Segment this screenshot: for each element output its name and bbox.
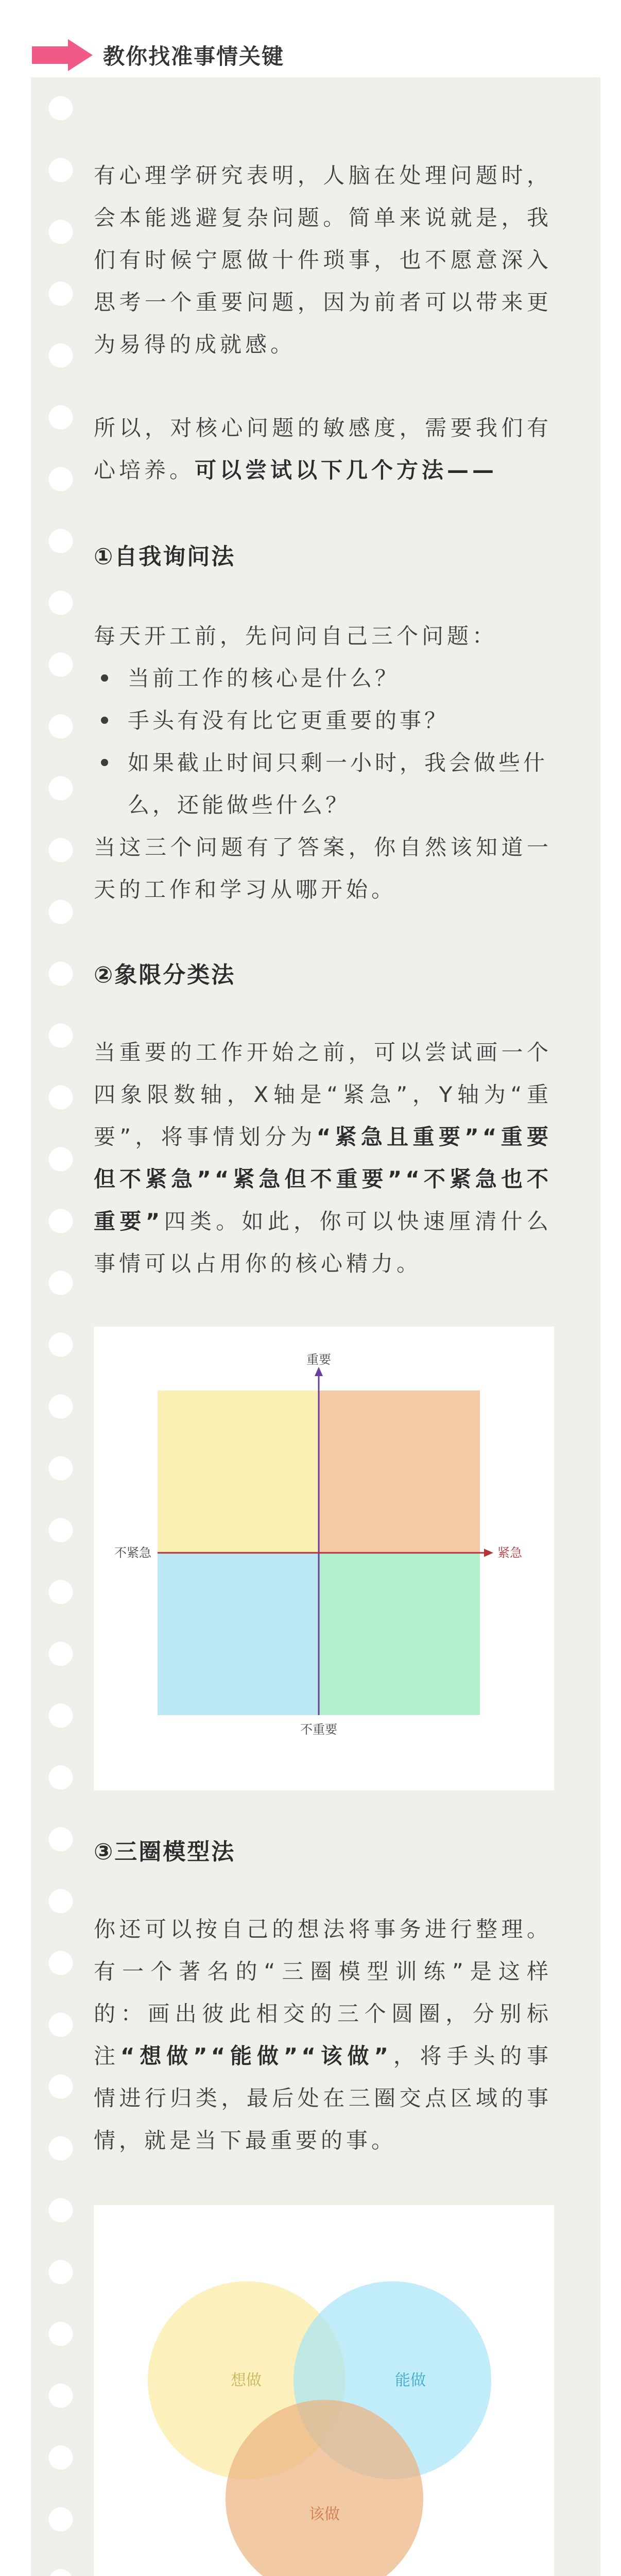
quadrant-diagram — [94, 1327, 554, 1790]
method3-title: ③三圈模型法 — [94, 1839, 236, 1865]
method2-bold-1: “紧急且重要” — [316, 1124, 482, 1149]
method2-title: ②象限分类法 — [94, 962, 236, 988]
intro-text-plain: 所以，对核心问题的敏感度，需要我们有心培养。 — [94, 415, 552, 483]
list-item: 手头有没有比它更重要的事？ — [94, 700, 552, 742]
method3-text-2: ，将手头的事情进行归类，最后处在三圈交点区域的事情，就是当下最重要的事。 — [94, 2043, 552, 2153]
method3-text-1: 你还可以按自己的想法将事务进行整理。有一个著名的“三圈模型训练”是这样的：画出彼此相交的三个圆圈，分别标注 — [94, 1917, 552, 2069]
method3-bold-1: “想做” — [120, 2043, 211, 2069]
label-not-important: 不重要 — [300, 1722, 337, 1737]
quadrant-urgent-important — [319, 1391, 480, 1553]
arrow-right-icon — [32, 39, 93, 71]
method1-title: ①自我询问法 — [94, 544, 236, 570]
label-not-urgent: 不紧急 — [114, 1546, 151, 1560]
method2-body — [94, 1031, 552, 1285]
quadrant-not-urgent-not-important — [158, 1553, 319, 1715]
method1-lead: 每天开工前，先问问自己三个问题： — [94, 623, 498, 649]
method3-bold-3: “该做” — [301, 2043, 392, 2069]
method2-bold-4: “不紧急也不重要” — [94, 1166, 552, 1234]
header-title: 教你找准事情关键 — [103, 44, 285, 69]
quadrant-important-not-urgent — [158, 1391, 319, 1553]
method2-text-1: 当重要的工作开始之前，可以尝试画一个四象限数轴，X轴是“紧急”，Y轴为“重要”，将事情划分为 — [94, 1040, 552, 1149]
y-axis-arrow — [315, 1367, 323, 1376]
method1-body — [94, 615, 552, 911]
intro-paragraph-1 — [94, 155, 552, 366]
label-want: 想做 — [231, 2371, 262, 2389]
venn-figure — [94, 2205, 554, 2576]
label-can: 能做 — [395, 2371, 426, 2389]
x-axis-arrow — [484, 1549, 493, 1557]
method1-conclusion: 当这三个问题有了答案，你自然该知道一天的工作和学习从哪开始。 — [94, 835, 552, 902]
section-header — [32, 37, 284, 73]
quadrant-urgent-not-important — [319, 1553, 480, 1715]
method2-text-2: 四类。如此，你可以快速厘清什么事情可以占用你的核心精力。 — [94, 1209, 552, 1276]
method3-heading — [94, 1833, 552, 1866]
intro-text: 有心理学研究表明，人脑在处理问题时，会本能逃避复杂问题。简单来说就是，我们有时候宁愿做十件琐事，也不愿意深入思考一个重要问题，因为前者可以带来更为易得的成就感。 — [94, 163, 552, 357]
method2-bold-3: “紧急但不重要” — [214, 1166, 406, 1192]
quadrant-figure — [94, 1327, 554, 1790]
method3-bold-2: “能做” — [211, 2043, 302, 2069]
notebook-holes — [40, 77, 81, 2576]
list-item: 如果截止时间只剩一小时，我会做些什么，还能做些什么？ — [94, 742, 552, 826]
label-urgent: 紧急 — [497, 1546, 522, 1560]
label-should: 该做 — [309, 2505, 340, 2523]
label-important: 重要 — [306, 1352, 331, 1367]
intro-text-bold: 可以尝试以下几个方法—— — [195, 457, 498, 483]
method1-question-list — [94, 657, 552, 826]
method2-heading — [94, 956, 552, 989]
method2-bold-2: “重要但不紧急” — [94, 1124, 552, 1192]
venn-diagram — [94, 2205, 554, 2576]
intro-paragraph-2 — [94, 407, 552, 492]
list-item: 当前工作的核心是什么？ — [94, 657, 552, 700]
method1-heading — [94, 538, 552, 571]
method3-body — [94, 1908, 552, 2162]
